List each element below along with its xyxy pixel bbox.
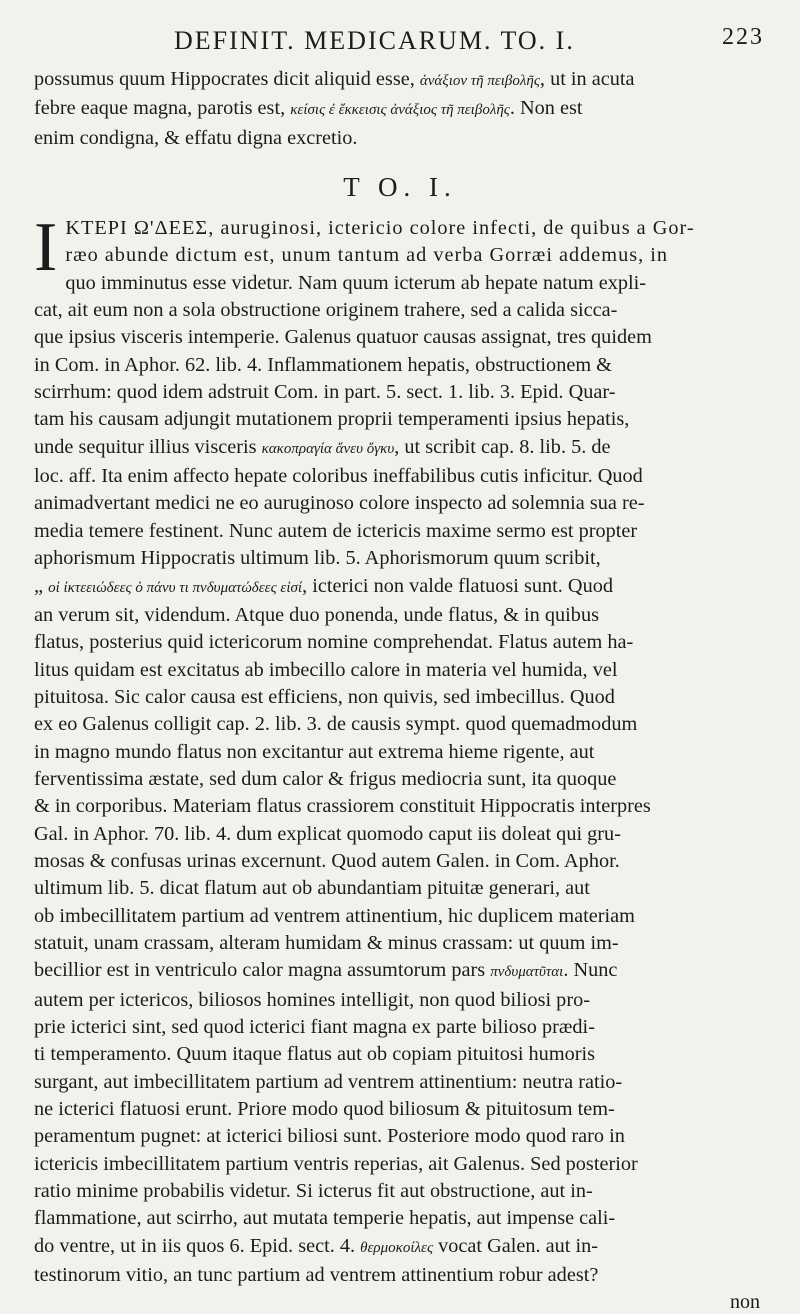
running-head [34,22,766,58]
text-line [34,352,766,379]
latin-text: litus quidam est excitatus ab imbecillo calore in materia vel humida, vel [34,658,618,681]
latin-text: testinorum vitio, an tunc partium ad ventrem attinentium robur adest? [34,1264,599,1287]
text-line [34,1151,766,1178]
latin-text: prie icterici sint, sed quod icterici fiant magna ex parte bilioso prædi- [34,1016,595,1038]
latin-text: KTEPI Ω'ΔΕΕΣ, auruginosi, ictericio colore infecti, de quibus a Gor- [65,217,695,240]
catchword: non [730,1291,760,1314]
text-line [34,766,766,793]
latin-text: scirrhum: quod idem adstruit Com. in part. 5. sect. 1. lib. 3. Epid. Quar- [34,381,616,404]
text-line [65,215,766,242]
latin-text: surgant, aut imbecillitatem partium ad ventrem attinentium: neutra ratio- [34,1070,623,1093]
text-line [34,1096,766,1123]
latin-text: . Nunc [563,959,618,982]
latin-text: , ut in acuta [539,68,635,90]
latin-text: . Non est [509,97,583,120]
latin-text: Gal. in Aphor. 70. lib. 4. dum explicat quomodo caput iis doleat qui gru- [34,822,621,845]
latin-text: tam his causam adjungit mutationem proprii temperamenti ipsius hepatis, [34,408,630,431]
latin-text: , icterici non valde flatuosi sunt. Quod [302,574,613,597]
text-line [34,739,766,766]
greek-phrase: πνδυματῦται [490,964,564,981]
text-line [34,848,766,875]
latin-text: ultimum lib. 5. dicat flatum aut ob abundantiam pituitæ generari, aut [34,877,590,900]
text-line [34,1233,766,1262]
latin-text: in magno mundo flatus non excitantur aut extrema hieme rigente, aut [34,740,595,763]
latin-text: becillior est in ventriculo calor magna assumtorum pars [34,959,491,982]
body-lines [34,270,766,1290]
latin-text: pituitosa. Sic calor causa est efficiens, non quivis, sed imbecillus. Quod [34,685,615,708]
latin-text: cat, ait eum non a sola obstructione originem trahere, sed a calida sicca- [34,299,618,322]
text-line [34,297,766,324]
latin-text: ti temperamento. Quum itaque flatus aut ob copiam pituitosi humoris [34,1043,596,1066]
latin-text: loc. aff. Ita enim affecto hepate coloribus ineffabilibus cutis inficitur. Quod [34,465,643,488]
text-line [34,1014,766,1041]
text-line [34,573,766,602]
latin-text: ferventissima æstate, sed dum calor & frigus mediocria sunt, ita quoque [34,767,617,790]
text-line [34,1178,766,1205]
greek-phrase: κείσις ἐ ἔκκεισις ἀνάξιος τῆ πειβολῆς [290,102,510,119]
latin-text: possumus quum Hippocrates dicit aliquid esse, [34,68,420,90]
text-line [34,406,766,433]
text-line [34,793,766,820]
text-line [34,821,766,848]
text-line [34,1262,766,1289]
text-line [34,379,766,406]
text-line [34,1205,766,1232]
opening-lines [34,215,766,270]
text-line [34,518,766,545]
running-title: DEFINIT. MEDICARUM. TO. I. [174,26,575,55]
latin-text: flammatione, aut scirrho, aut mutata temperie hepatis, aut impense cali- [34,1207,616,1230]
text-line [34,125,766,152]
text-line [34,324,766,351]
text-line [34,957,766,986]
latin-text: peramentum pugnet: at icterici biliosi sunt. Posteriore modo quod raro in [34,1125,625,1148]
text-line [34,930,766,957]
text-line [34,490,766,517]
latin-text: febre eaque magna, parotis est, [34,97,291,120]
latin-text: enim condigna, & effatu digna excretio. [34,126,358,149]
text-line [34,434,766,463]
latin-text: „ [34,574,49,597]
text-line [34,1041,766,1068]
latin-text: vocat Galen. aut in- [433,1234,599,1257]
latin-text: ratio minime probabilis videtur. Si icterus fit aut obstructione, aut in- [34,1180,593,1203]
text-line [34,684,766,711]
latin-text: an verum sit, videndum. Atque duo ponenda, unde flatus, & in quibus [34,603,599,626]
section-heading: T O. I. [343,172,457,203]
text-line [65,270,766,297]
latin-text: que ipsius visceris intemperie. Galenus quatuor causas assignat, tres quidem [34,326,652,349]
page-number: 223 [722,24,764,50]
greek-phrase: θερμοκοίλες [360,1239,434,1256]
latin-text: quo imminutus esse videtur. Nam quum icterum ab hepate natum expli- [65,271,647,294]
latin-text: unde sequitur illius visceris [34,435,262,458]
latin-text: do ventre, ut in iis quos 6. Epid. sect. 4. [34,1234,361,1257]
drop-capital: I [34,209,58,287]
latin-text: ne icterici flatuosi erunt. Priore modo quod biliosum & pituitosum tem- [34,1098,615,1121]
text-line [34,629,766,656]
text-line [34,711,766,738]
latin-text: ob imbecillitatem partium ad ventrem attinentium, hic duplicem materiam [34,904,635,927]
greek-phrase: οἱ ἰκτεειώδεες ὁ πάνυ τι πνδυματώδεες εἰσί [48,579,303,596]
latin-text: mosas & confusas urinas excernunt. Quod autem Galen. in Com. Aphor. [34,849,620,872]
text-line [34,463,766,490]
latin-text: in Com. in Aphor. 62. lib. 4. Inflammationem hepatis, obstructionem & [34,353,612,376]
latin-text: ex eo Galenus colligit cap. 2. lib. 3. de causis sympt. quod quemadmodum [34,713,638,736]
greek-phrase: κακοπραγία ἄνευ ὄγκυ [261,440,395,457]
text-line [34,987,766,1014]
latin-text: media temere festinent. Nunc autem de ictericis maxime sermo est propter [34,519,638,542]
text-line [34,1069,766,1096]
greek-phrase: ἀνάξιον τῆ πειβολῆς [419,73,540,89]
text-line [34,875,766,902]
text-line [34,1123,766,1150]
text-line [34,903,766,930]
text-line [65,242,766,269]
text-line [34,95,766,124]
latin-text: ictericis imbecillitatem partium ventris reperias, ait Galenus. Sed posterior [34,1152,638,1175]
latin-text: , ut scribit cap. 8. lib. 5. de [394,435,611,458]
text-line [34,602,766,629]
latin-text: flatus, posterius quid ictericorum nomine comprehendat. Flatus autem ha- [34,631,634,654]
text-line [34,545,766,572]
latin-text: animadvertant medici ne eo auruginoso colore inspecto ad solemnia sua re- [34,492,645,515]
latin-text: & in corporibus. Materiam flatus crassiorem constituit Hippocratis interpres [34,795,651,818]
latin-text: aphorismum Hippocratis ultimum lib. 5. Aphorismorum quum scribit, [34,547,601,570]
latin-text: statuit, unam crassam, alteram humidam & minus crassam: ut quum im- [34,931,619,954]
text-line [34,66,766,95]
latin-text: autem per ictericos, biliosos homines intelligit, non quod biliosi pro- [34,988,590,1011]
main-paragraph [34,209,766,1289]
text-line [34,657,766,684]
intro-paragraph [34,66,766,152]
latin-text: ræo abunde dictum est, unum tantum ad verba Gorræi addemus, in [65,244,669,267]
